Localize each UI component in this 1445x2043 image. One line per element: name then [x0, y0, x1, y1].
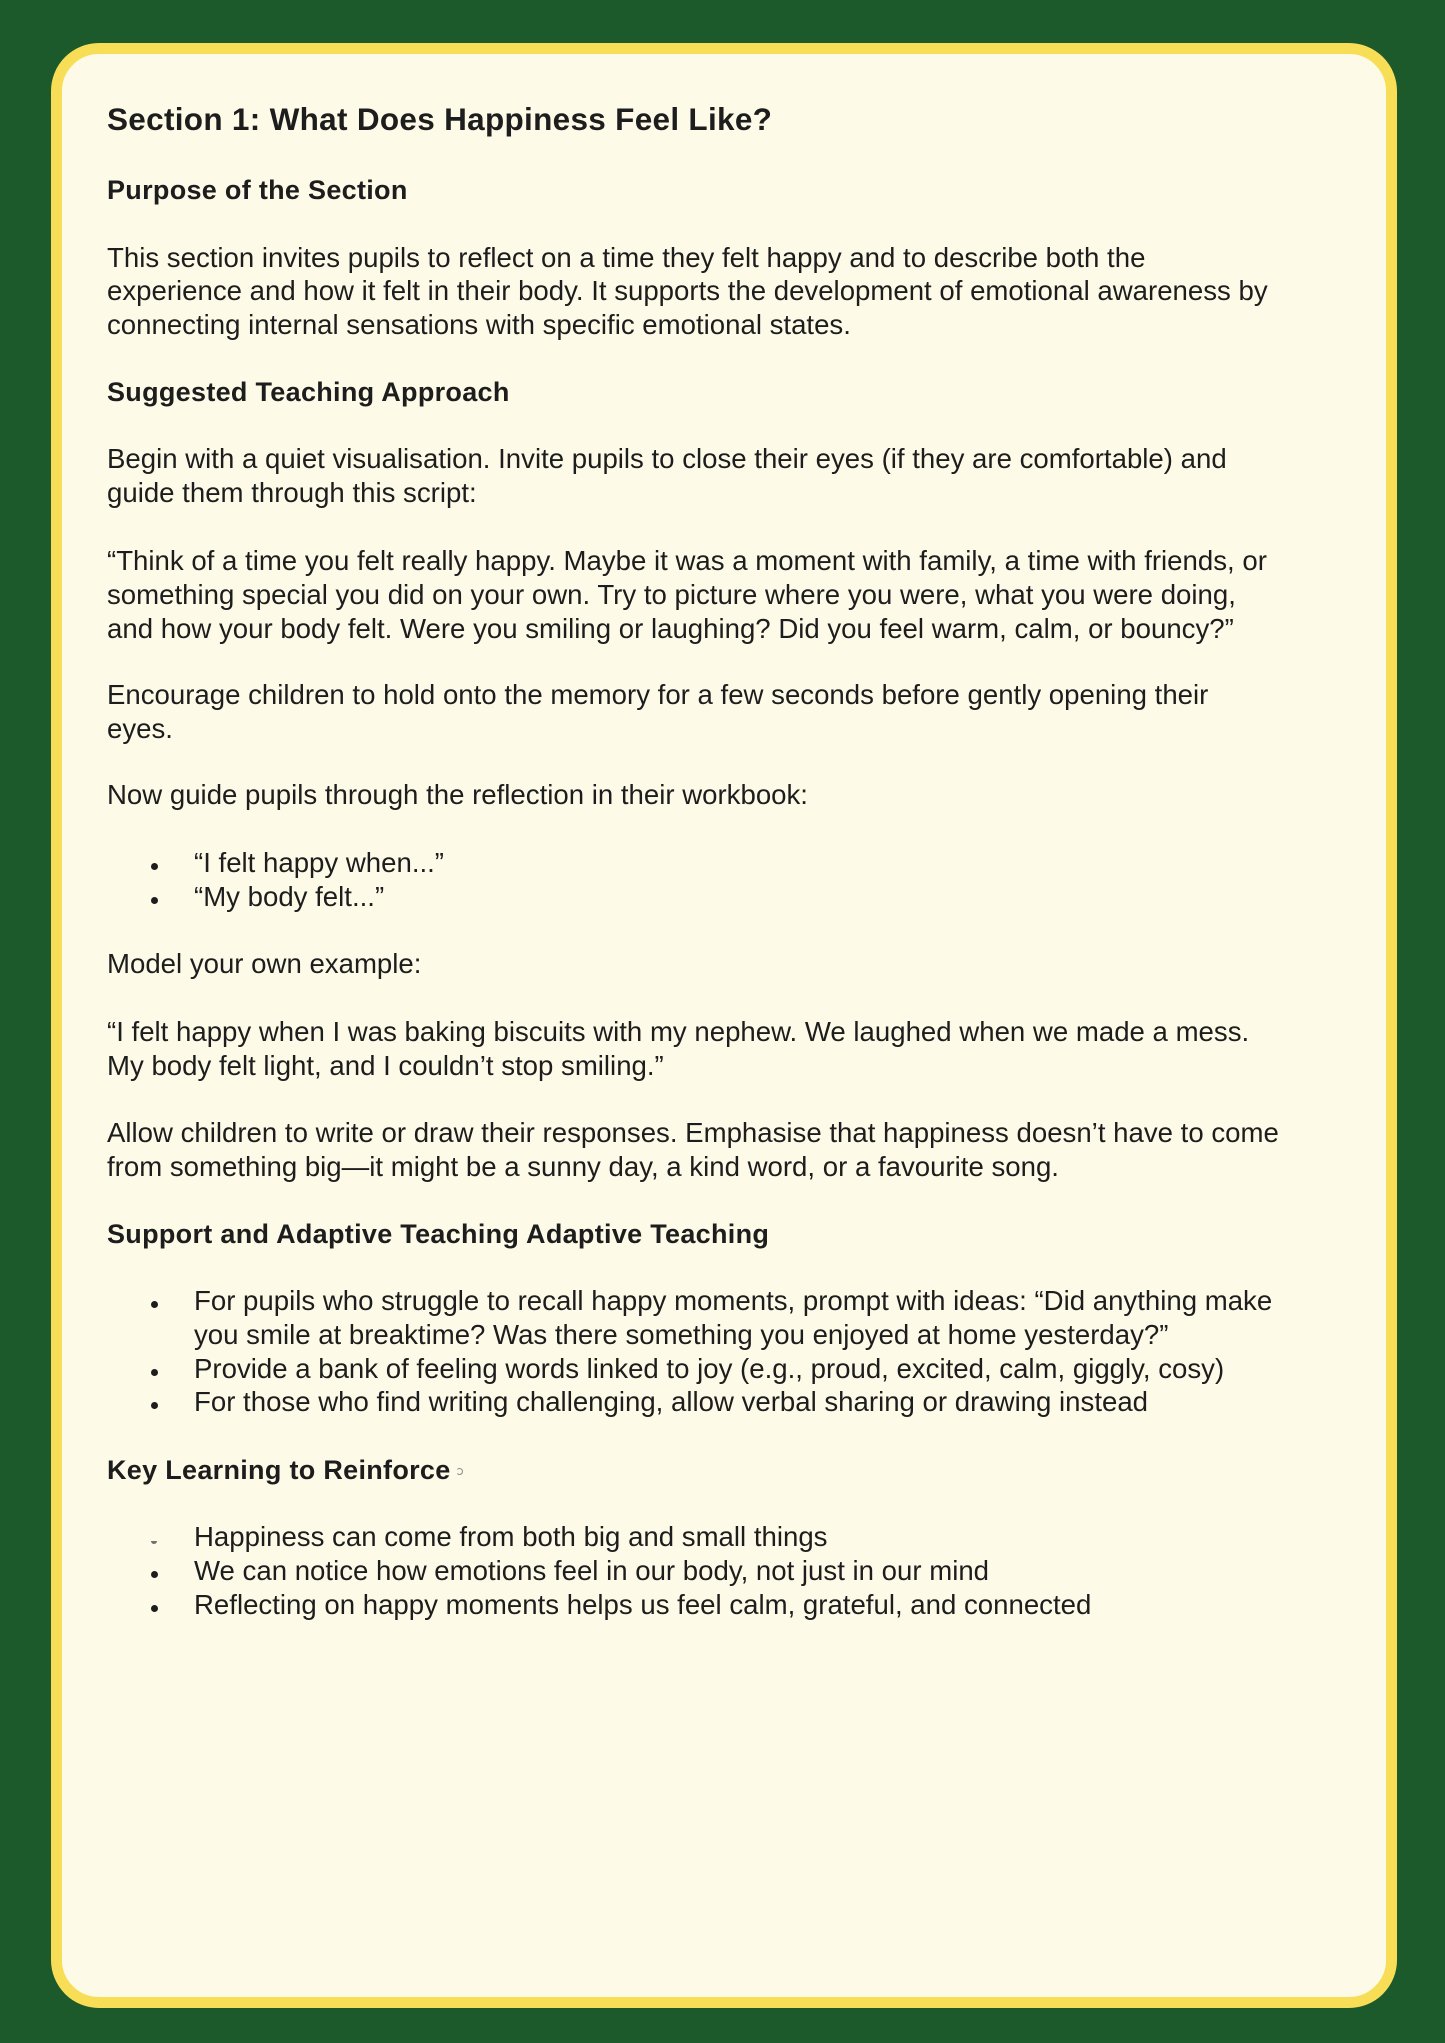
bullet-icon	[151, 1369, 158, 1376]
prompt-item: “My body felt...”	[194, 881, 385, 912]
approach-intro-line: guide them through this script:	[107, 477, 477, 508]
bullet-icon	[151, 1402, 158, 1409]
support-heading: Support and Adaptive Teaching Adaptive Teaching	[107, 1219, 770, 1249]
key-learning-heading: Key Learning to Reinforce	[107, 1455, 451, 1485]
encourage-line: eyes.	[107, 713, 173, 744]
prompt-item: “I felt happy when...”	[194, 847, 445, 878]
example-quote-line: “I felt happy when I was baking biscuits with my nephew. We laughed when we made a mess.	[107, 1016, 1250, 1047]
script-quote-line: something special you did on your own. Try to picture where you were, what you were doing,	[107, 579, 1236, 610]
page-title: Section 1: What Does Happiness Feel Like?	[107, 101, 773, 137]
support-item-continuation: you smile at breaktime? Was there something you enjoyed at home yesterday?”	[194, 1319, 1169, 1350]
key-learning-item: Reflecting on happy moments helps us feel calm, grateful, and connected	[194, 1589, 1092, 1620]
support-item: For those who find writing challenging, allow verbal sharing or drawing instead	[194, 1386, 1149, 1417]
support-item: Provide a bank of feeling words linked to joy (e.g., proud, excited, calm, giggly, cosy)	[194, 1353, 1225, 1384]
bullet-icon	[151, 1571, 158, 1578]
stray-mark	[456, 1468, 463, 1475]
approach-intro-line: Begin with a quiet visualisation. Invite pupils to close their eyes (if they are comfortable) and	[107, 443, 1227, 474]
bullet-icon	[151, 1605, 158, 1612]
key-learning-item: We can notice how emotions feel in our body, not just in our mind	[194, 1555, 990, 1586]
purpose-text-line: This section invites pupils to reflect on a time they felt happy and to describe both the	[107, 242, 1146, 273]
purpose-text-line: connecting internal sensations with specific emotional states.	[107, 309, 851, 340]
approach-heading: Suggested Teaching Approach	[107, 377, 510, 407]
model-line: Model your own example:	[107, 948, 422, 979]
purpose-text-line: experience and how it felt in their body. It supports the development of emotional awareness by	[107, 275, 1268, 306]
guide-line: Now guide pupils through the reflection in their workbook:	[107, 779, 808, 810]
key-learning-item: Happiness can come from both big and small things	[194, 1521, 828, 1552]
bullet-icon	[151, 863, 158, 870]
script-quote-line: and how your body felt. Were you smiling or laughing? Did you feel warm, calm, or bouncy?”	[107, 613, 1234, 644]
allow-line: Allow children to write or draw their responses. Emphasise that happiness doesn’t have to come	[107, 1117, 1279, 1148]
bullet-icon	[151, 897, 158, 904]
support-item: For pupils who struggle to recall happy moments, prompt with ideas: “Did anything make	[194, 1285, 1273, 1316]
bullet-icon	[151, 1301, 158, 1308]
purpose-heading: Purpose of the Section	[107, 175, 408, 205]
script-quote-line: “Think of a time you felt really happy. Maybe it was a moment with family, a time with friends, or	[107, 545, 1267, 576]
example-quote-line: My body felt light, and I couldn’t stop smiling.”	[107, 1050, 664, 1081]
encourage-line: Encourage children to hold onto the memory for a few seconds before gently opening their	[107, 679, 1209, 710]
allow-line: from something big—it might be a sunny day, a kind word, or a favourite song.	[107, 1151, 1059, 1182]
